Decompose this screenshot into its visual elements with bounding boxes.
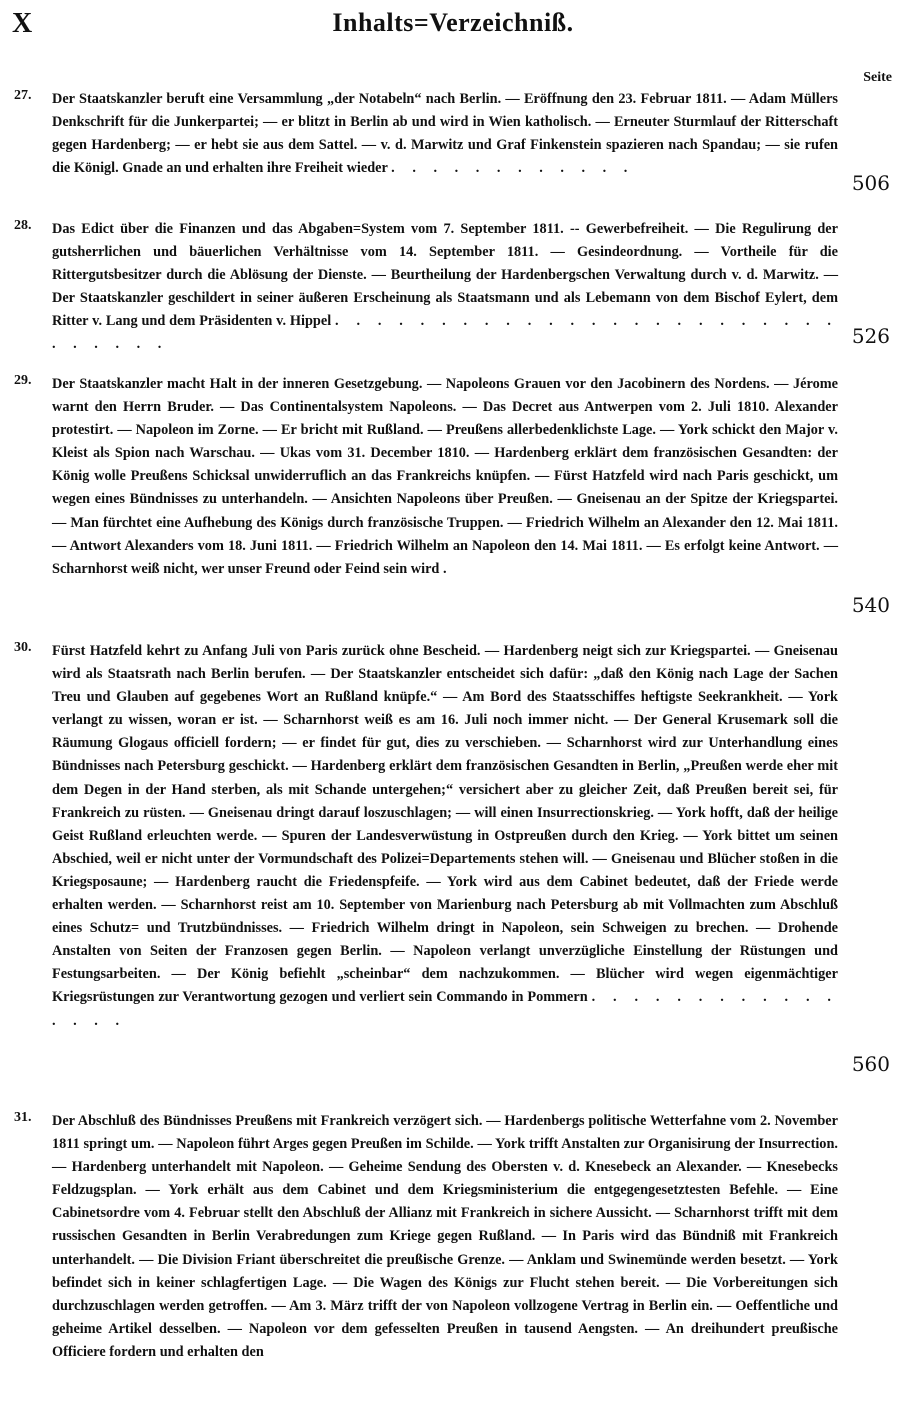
entry-text: [52, 640, 838, 1033]
entry-number: 27.: [14, 88, 32, 103]
entry-summary: Der Abschluß des Bündnisses Preußens mit Frankreich verzögert sich. — Hardenbergs politische Wetterfahne vom 2. November 1811 springt um. — Napoleon führt Arges gegen Preußen im Schilde. — York trifft Anstalten zur Organisirung der Insurrection. — Hardenberg unterhandelt mit Napoleon. — Geheime Sendung des Obersten v. d. Knesebeck an Alexander. — Knesebecks Feldzugsplan. — York erhält aus dem Cabinet und dem Kriegsministerium die entgegengesetztesten Befehle. — Eine Cabinetsordre vom 4. Februar stellt den Abschluß der Allianz mit Frankreich in sichere Aussicht. — Scharnhorst trifft mit dem russischen Gesandten in Berlin Verabredungen zum Kriege gegen Rußland. — In Paris wird das Bündniß mit Frankreich unterhandelt. — Die Division Friant überschreitet die preußische Grenze. — Anklam und Swinemünde werden besetzt. — York befindet sich in keiner schlagfertigen Lage. — Die Wagen des Königs zur Flucht stehen bereit. — Die Vorbereitungen sich durchzuschlagen werden getroffen. — Am 3. März trifft der von Napoleon vollzogene Vertrag in Berlin ein. — Oeffentliche und geheime Artikel desselben. — Napoleon vor dem gefesselten Preußen in tausend Aengsten. — An dreihundert preußische Officiere fordern und erhalten den: [52, 1113, 838, 1360]
entry-page-number: 526: [851, 324, 890, 348]
entry-number: 28.: [14, 218, 32, 233]
entry-summary: Das Edict über die Finanzen und das Abgaben=System vom 7. September 1811. -- Gewerbefreiheit. — Die Regulirung der gutsherrlichen und bäuerlichen Verhältnisse vom 14. September 1811. — Gesindeordnung. — Vortheile für die Rittergutsbesitzer durch die Ablösung der Dienste. — Beurtheilung der Hardenbergschen Verwaltung durch v. d. Marwitz. — Der Staatskanzler geschildert in seiner äußeren Erscheinung als Staatsmann und als Lebemann von dem Bischof Eylert, dem Ritter v. Lang und dem Präsidenten v. Hippel: [52, 221, 838, 330]
entry-page-number: 506: [851, 171, 890, 195]
entry-number: 30.: [14, 640, 32, 655]
entry-summary: Der Staatskanzler macht Halt in der inneren Gesetzgebung. — Napoleons Grauen vor den Jacobinern des Nordens. — Jérome warnt den Herrn Bruder. — Das Continentalsystem Napoleons. — Das Decret aus Antwerpen vom 2. Juli 1810. Alexander protestirt. — Napoleon im Zorne. — Er bricht mit Rußland. — Preußens allerbedenklichste Lage. — York schickt den Major v. Kleist als Spion nach Warschau. — Ukas vom 31. December 1810. — Hardenberg erklärt dem französischen Gesandten: der König wolle Preußens Schicksal unwiderruflich an das Frankreichs knüpfen. — Fürst Hatzfeld wird nach Paris geschickt, um wegen eines Bündnisses zu unterhandeln. — Ansichten Napoleons über Preußen. — Gneisenau an der Spitze der Kriegspartei. — Man fürchtet eine Aufhebung des Königs durch französische Truppen. — Friedrich Wilhelm an Alexander den 12. Mai 1811. — Antwort Alexanders vom 18. Juni 1811. — Friedrich Wilhelm an Napoleon den 14. Mai 1811. — Es erfolgt keine Antwort. — Scharnhorst weiß nicht, wer unser Freund oder Feind sein wird: [52, 376, 838, 577]
entry-summary: Der Staatskanzler beruft eine Versammlung „der Notabeln“ nach Berlin. — Eröffnung den 23. Februar 1811. — Adam Müllers Denkschrift für die Junkerpartei; — er blitzt in Berlin ab und wird in Wien katholisch. — Erneuter Sturmlauf der Ritterschaft gegen Hardenberg; — er hebt sie aus dem Sattel. — v. d. Marwitz und Graf Finkenstein spazieren nach Spandau; — sie rufen die Königl. Gnade an und erhalten ihre Freiheit wieder: [52, 91, 838, 177]
entry-text: [52, 88, 838, 180]
entry-text: [52, 373, 838, 581]
entry-text: [52, 218, 838, 357]
entry-number: 29.: [14, 373, 32, 388]
dot-leaders: . . . . . . . . . . . .: [391, 160, 635, 177]
dot-leaders: . . . . . . . . . . . . . . . .: [52, 989, 838, 1029]
entry-number: 31.: [14, 1110, 32, 1125]
page-column-label: Seite: [863, 70, 892, 85]
entry-page-number: 560: [851, 1052, 890, 1076]
entry-summary: Fürst Hatzfeld kehrt zu Anfang Juli von Paris zurück ohne Bescheid. — Hardenberg neigt sich zur Kriegspartei. — Gneisenau wird als Staatsrath nach Berlin berufen. — Der Staatskanzler entscheidet sich dafür: „daß den König nach Lage der Sachen Treu und Glauben auf gegebenes Wort an Rußland knüpfe.“ — Am Bord des Staatsschiffes heftigste Seekrankheit. — York verlangt zu wissen, woran er ist. — Scharnhorst weiß es am 16. Juli noch immer nicht. — Der General Krusemark soll die Räumung Glogaus officiell fordern; — er findet für gut, dies zu verschieben. — Scharnhorst wird zur Unterhandlung eines Bündnisses nach Petersburg geschickt. — Hardenberg erklärt dem französischen Gesandten in Berlin, „Preußen werde eher mit dem Degen in der Hand sterben, als mit Schande untergehen;“ versichert aber zu gleicher Zeit, daß Preußen bereit sei, für Frankreich zu rüsten. — Gneisenau dringt darauf loszuschlagen; — will einen Insurrectionskrieg. — York hofft, daß der heilige Geist Rußland erleuchten werde. — Spuren der Landesverwüstung in Ostpreußen durch den Krieg. — York bittet um seinen Abschied, weil er nicht unter der Vormundschaft des Polizei=Departements stehen will. — Gneisenau und Blücher stoßen in die Kriegsposaune; — Hardenberg raucht die Friedenspfeife. — York wird aus dem Cabinet bedeutet, daß der Friede werde erhalten werden. — Scharnhorst reist am 10. September von Marienburg nach Petersburg ab mit Vollmachten zum Abschluß eines Schutz= und Trutzbündnisses. — Friedrich Wilhelm dringt in Napoleon, sein Schweigen zu brechen. — Drohende Anstalten von Seiten der Franzosen gegen Berlin. — Napoleon verlangt unverzügliche Einstellung der Rüstungen und Festungsarbeiten. — Der König befiehlt „scheinbar“ dem nachzukommen. — Blücher wird wegen eigenmächtiger Kriegsrüstungen zur Verantwortung gezogen und verliert sein Commando in Pommern: [52, 643, 838, 1006]
running-title: Inhalts=Verzeichniß.: [332, 8, 574, 37]
dot-leaders: .: [442, 560, 454, 577]
dot-leaders: . . . . . . . . . . . . . . . . . . . . . . . . . . . . . .: [52, 313, 838, 353]
page-number: X: [12, 8, 34, 39]
entry-page-number: 540: [851, 593, 890, 617]
entry-text: [52, 1110, 838, 1364]
